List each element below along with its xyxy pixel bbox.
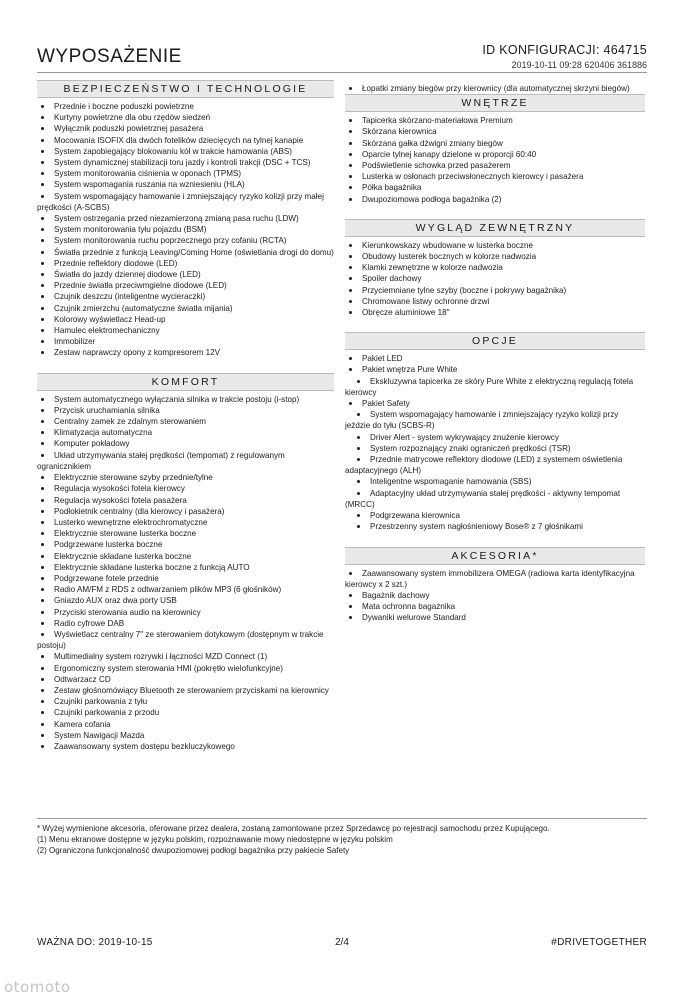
footnote: * Wyżej wymienione akcesoria, oferowane przez dealera, zostaną zamontowane przez Sprzedawcę po rejestracji samochodu przez Kupującego. <box>37 824 550 833</box>
accessories-list <box>345 568 645 624</box>
header-divider <box>37 72 647 73</box>
list-item: Łopatki zmiany biegów przy kierownicy (dla automatycznej skrzyni biegów) <box>345 83 645 94</box>
valid-until: WAŻNA DO: 2019-10-15 <box>37 937 153 948</box>
list-item: System dynamicznej stabilizacji toru jazdy i kontroli trakcji (DSC + TCS) <box>37 157 334 168</box>
options-list <box>345 353 645 532</box>
list-item: Mocowania ISOFIX dla dwóch fotelików dziecięcych na tylnej kanapie <box>37 135 334 146</box>
watermark-logo: otomoto <box>4 978 71 996</box>
list-item: Adaptacyjny układ utrzymywania stałej prędkości - aktywny tempomat (MRCC) <box>345 488 645 510</box>
footnote: (1) Menu ekranowe dostępne w języku polskim, rozpoznawanie mowy niedostępne w języku polskim <box>37 835 393 844</box>
section-title-interior: WNĘTRZE <box>345 94 645 112</box>
list-item: Wyświetlacz centralny 7" ze sterowaniem dotykowym (dostępnym w trakcie postoju) <box>37 629 334 651</box>
list-item: Przestrzenny system nagłośnieniowy Bose® z 7 głośnikami <box>345 521 645 532</box>
list-item: System ostrzegania przed niezamierzoną zmianą pasa ruchu (LDW) <box>37 213 334 224</box>
list-item: System zapobiegający blokowaniu kół w trakcie hamowania (ABS) <box>37 146 334 157</box>
list-item: Światła do jazdy dziennej diodowe (LED) <box>37 269 334 280</box>
list-item: Podłokietnik centralny (dla kierowcy i pasażera) <box>37 506 334 517</box>
list-item: Podświetlenie schowka przed pasażerem <box>345 160 645 171</box>
list-item: Zestaw naprawczy opony z kompresorem 12V <box>37 347 334 358</box>
list-item: Odtwarzacz CD <box>37 674 334 685</box>
footnotes <box>37 823 647 856</box>
footnote: (2) Ograniczona funkcjonalność dwupoziomowej podłogi bagażnika przy pakiecie Safety <box>37 846 350 855</box>
notes-divider <box>37 818 647 819</box>
section-title-accessories: AKCESORIA* <box>345 547 645 565</box>
list-item: System automatycznego wyłączania silnika w trakcie postoju (i-stop) <box>37 394 334 405</box>
list-item: Dywaniki welurowe Standard <box>345 612 645 623</box>
comfort-list <box>37 394 334 753</box>
list-item: Mata ochronna bagażnika <box>345 601 645 612</box>
list-item: Klamki zewnętrzne w kolorze nadwozia <box>345 262 645 273</box>
safety-list <box>37 101 334 359</box>
list-item: Centralny zamek ze zdalnym sterowaniem <box>37 416 334 427</box>
list-item: Zaawansowany system immobilizera OMEGA (radiowa karta identyfikacyjna kierowcy x 2 szt.) <box>345 568 645 590</box>
list-item: System monitorowania tyłu pojazdu (BSM) <box>37 224 334 235</box>
configuration-id: ID KONFIGURACJI: 464715 <box>482 43 647 57</box>
configuration-date: 2019-10-11 09:28 620406 361886 <box>511 60 647 70</box>
options-section <box>345 332 645 532</box>
list-item: Obudowy lusterek bocznych w kolorze nadwozia <box>345 251 645 262</box>
safety-section <box>37 80 334 359</box>
list-item: Obręcze aluminiowe 18" <box>345 307 645 318</box>
section-title-safety: BEZPIECZEŃSTWO I TECHNOLOGIE <box>37 80 334 98</box>
list-item: Przyciski sterowania audio na kierownicy <box>37 607 334 618</box>
list-item: Oparcie tylnej kanapy dzielone w proporcji 60:40 <box>345 149 645 160</box>
list-item: Radio cyfrowe DAB <box>37 618 334 629</box>
list-item: Przyciemniane tylne szyby (boczne i pokrywy bagażnika) <box>345 285 645 296</box>
list-item: Półka bagażnika <box>345 182 645 193</box>
list-item: Klimatyzacja automatyczna <box>37 427 334 438</box>
list-item: Przednie matrycowe reflektory diodowe (LED) z systemem oświetlenia adaptacyjnego (ALH) <box>345 454 645 476</box>
list-item: Ekskluzywna tapicerka ze skóry Pure White z elektryczną regulacją fotela kierowcy <box>345 376 645 398</box>
exterior-section <box>345 219 645 318</box>
list-item: Elektrycznie sterowane lusterka boczne <box>37 528 334 539</box>
list-item: Wyłącznik poduszki powietrznej pasażera <box>37 123 334 134</box>
list-item: Czujnik zmierzchu (automatyczne światła mijania) <box>37 303 334 314</box>
list-item: Spoiler dachowy <box>345 273 645 284</box>
list-item: Gniazdo AUX oraz dwa porty USB <box>37 595 334 606</box>
list-item: Kierunkowskazy wbudowane w lusterka boczne <box>345 240 645 251</box>
list-item: Pakiet wnętrza Pure White <box>345 364 645 375</box>
list-item: System rozpoznający znaki ograniczeń prędkości (TSR) <box>345 443 645 454</box>
section-title-comfort: KOMFORT <box>37 373 334 391</box>
page-number: 2/4 <box>335 937 349 948</box>
accessories-section <box>345 547 645 624</box>
list-item: Zestaw głośnomówiący Bluetooth ze sterowaniem przyciskami na kierownicy <box>37 685 334 696</box>
list-item: Pakiet Safety <box>345 398 645 409</box>
list-item: Światła przednie z funkcją Leaving/Coming Home (oświetlania drogi do domu) <box>37 247 334 258</box>
list-item: System monitorowania ciśnienia w oponach (TPMS) <box>37 168 334 179</box>
exterior-list <box>345 240 645 318</box>
list-item: Regulacja wysokości fotela pasażera <box>37 495 334 506</box>
list-item: Kurtyny powietrzne dla obu rzędów siedzeń <box>37 112 334 123</box>
list-item: Immobilizer <box>37 336 334 347</box>
list-item: Skórzana kierownica <box>345 126 645 137</box>
interior-list <box>345 115 645 205</box>
list-item: System wspomagający hamowanie i zmniejszający ryzyko kolizji przy małej prędkości (A-SCBS) <box>37 191 334 213</box>
section-title-options: OPCJE <box>345 332 645 350</box>
list-item: Układ utrzymywania stałej prędkości (tempomat) z regulowanym ogranicznikiem <box>37 450 334 472</box>
comfort-section <box>37 373 334 753</box>
list-item: Lusterko wewnętrzne elektrochromatyczne <box>37 517 334 528</box>
section-title-exterior: WYGLĄD ZEWNĘTRZNY <box>345 219 645 237</box>
list-item: System Nawigacji Mazda <box>37 730 334 741</box>
list-item: Podgrzewana kierownica <box>345 510 645 521</box>
list-item: Elektrycznie sterowane szyby przednie/tylne <box>37 472 334 483</box>
interior-section <box>345 94 645 205</box>
list-item: Czujnik deszczu (inteligentne wycieraczki) <box>37 291 334 302</box>
list-item: System monitorowania ruchu poprzecznego przy cofaniu (RCTA) <box>37 235 334 246</box>
page-title: WYPOSAŻENIE <box>37 46 182 67</box>
list-item: Komputer pokładowy <box>37 438 334 449</box>
list-item: Kolorowy wyświetlacz Head-up <box>37 314 334 325</box>
list-item: Podgrzewane fotele przednie <box>37 573 334 584</box>
list-item: Dwupoziomowa podłoga bagażnika (2) <box>345 194 645 205</box>
list-item: System wspomagania ruszania na wzniesieniu (HLA) <box>37 179 334 190</box>
list-item: Zaawansowany system dostępu bezkluczykowego <box>37 741 334 752</box>
list-item: Multimedialny system rozrywki i łączności MZD Connect (1) <box>37 651 334 662</box>
hashtag: #DRIVETOGETHER <box>551 937 647 948</box>
list-item: Ergonomiczny system sterowania HMI (pokrętło wielofunkcyjne) <box>37 663 334 674</box>
left-column <box>37 80 334 766</box>
list-item: Chromowane listwy ochronne drzwi <box>345 296 645 307</box>
list-item: Czujniki parkowania z przodu <box>37 707 334 718</box>
list-item: Inteligentne wspomaganie hamowania (SBS) <box>345 476 645 487</box>
list-item: Tapicerka skórzano-materiałowa Premium <box>345 115 645 126</box>
list-item: Skórzana gałka dźwigni zmiany biegów <box>345 138 645 149</box>
carryover-list <box>345 83 645 94</box>
list-item: Driver Alert - system wykrywający znużenie kierowcy <box>345 432 645 443</box>
list-item: Czujniki parkowania z tyłu <box>37 696 334 707</box>
list-item: Radio AM/FM z RDS z odtwarzaniem plików MP3 (6 głośników) <box>37 584 334 595</box>
list-item: Podgrzewane lusterka boczne <box>37 539 334 550</box>
list-item: Lusterka w osłonach przeciwsłonecznych kierowcy i pasażera <box>345 171 645 182</box>
right-column <box>345 80 645 638</box>
list-item: Elektrycznie składane lusterka boczne z funkcją AUTO <box>37 562 334 573</box>
list-item: Regulacja wysokości fotela kierowcy <box>37 483 334 494</box>
list-item: Kamera cofania <box>37 719 334 730</box>
list-item: Przednie reflektory diodowe (LED) <box>37 258 334 269</box>
list-item: Przycisk uruchamiania silnika <box>37 405 334 416</box>
list-item: Bagażnik dachowy <box>345 590 645 601</box>
list-item: Przednie i boczne poduszki powietrzne <box>37 101 334 112</box>
list-item: Przednie światła przeciwmgielne diodowe (LED) <box>37 280 334 291</box>
list-item: Pakiet LED <box>345 353 645 364</box>
list-item: Elektrycznie składane lusterka boczne <box>37 551 334 562</box>
list-item: Hamulec elektromechaniczny <box>37 325 334 336</box>
list-item: System wspomagający hamowanie i zmniejszający ryzyko kolizji przy jeździe do tyłu (SCBS-R) <box>345 409 645 431</box>
